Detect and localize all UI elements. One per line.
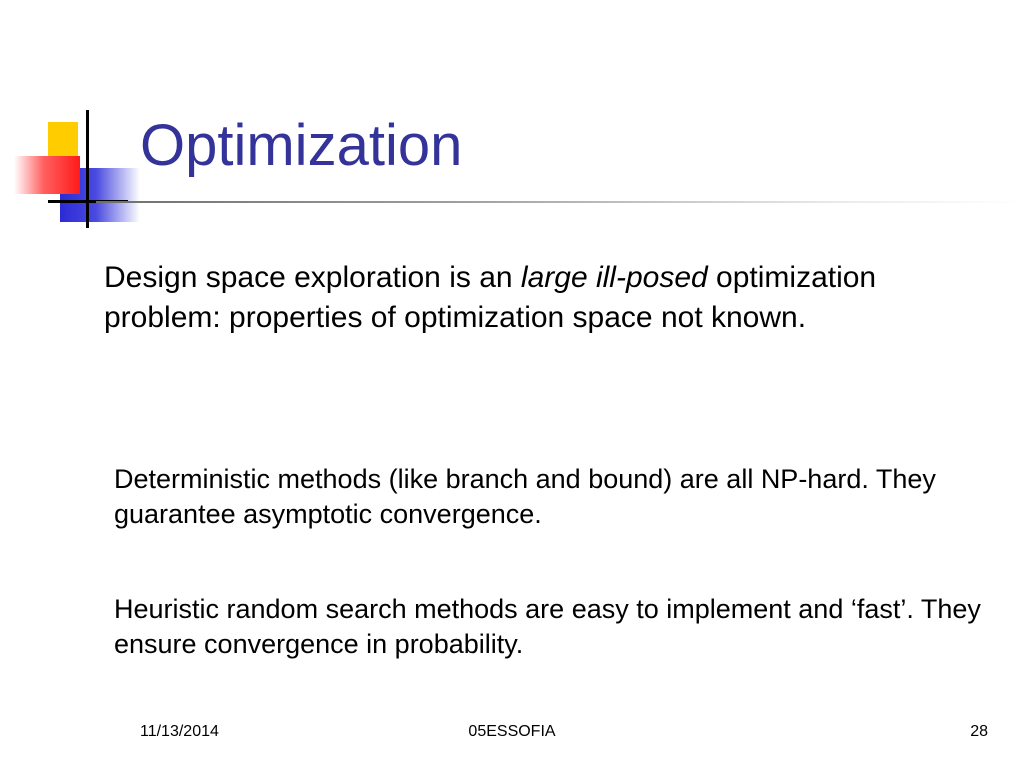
point-deterministic: Deterministic methods (like branch and bound) are all NP-hard. They guarantee asymptotic convergence. — [114, 464, 936, 529]
logo-red-square — [14, 156, 80, 194]
logo-vertical-line — [86, 110, 89, 228]
intro-text-before: Design space exploration is an — [104, 261, 521, 294]
title-divider — [96, 201, 1024, 203]
slide-number: 28 — [970, 723, 988, 740]
footer-date: 11/13/2014 — [140, 723, 219, 740]
intro-paragraph — [104, 258, 984, 338]
intro-text-after: optimization problem: properties of optimization space not known. — [104, 261, 877, 334]
point-heuristic: Heuristic random search methods are easy to implement and ‘fast’. They ensure convergence in probability. — [114, 594, 981, 659]
intro-emphasis: large ill-posed — [520, 261, 708, 294]
decorative-logo-icon — [0, 0, 140, 240]
footer-title: 05ESSOFIA — [468, 723, 556, 740]
slide-title: Optimization — [140, 113, 463, 178]
